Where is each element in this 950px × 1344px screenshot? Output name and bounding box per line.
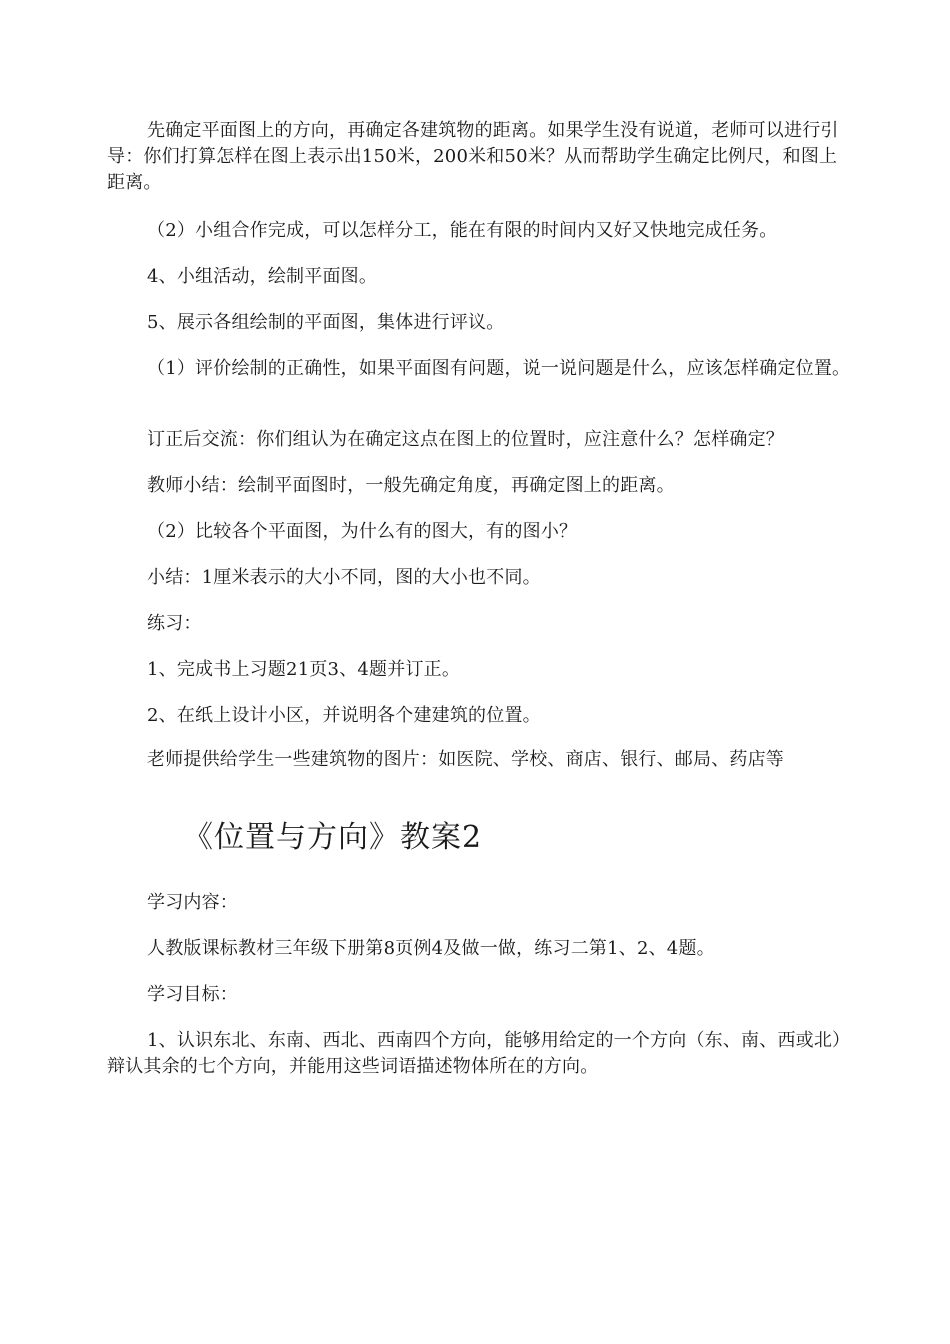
paragraph-pictures: 老师提供给学生一些建筑物的图片：如医院、学校、商店、银行、邮局、药店等 — [147, 749, 784, 770]
paragraph-group-work: （2）小组合作完成，可以怎样分工，能在有限的时间内又好又快地完成任务。 — [147, 220, 778, 241]
paragraph-goals-label: 学习目标： — [147, 984, 238, 1005]
paragraph-content-label: 学习内容： — [147, 892, 238, 913]
paragraph-summary: 小结：1厘米表示的大小不同，图的大小也不同。 — [147, 567, 541, 588]
paragraph-discussion: 订正后交流：你们组认为在确定这点在图上的位置时，应注意什么？怎样确定？ — [147, 429, 784, 450]
paragraph-content: 人教版课标教材三年级下册第8页例4及做一做，练习二第1、2、4题。 — [147, 938, 715, 959]
paragraph-practice-1: 1、完成书上习题21页3、4题并订正。 — [147, 659, 461, 680]
paragraph-step-5: 5、展示各组绘制的平面图，集体进行评议。 — [147, 312, 505, 333]
paragraph-evaluate: （1）评价绘制的正确性，如果平面图有问题，说一说问题是什么，应该怎样确定位置。 — [147, 358, 851, 379]
paragraph-teacher-summary: 教师小结：绘制平面图时，一般先确定角度，再确定图上的距离。 — [147, 475, 675, 496]
paragraph-compare: （2）比较各个平面图，为什么有的图大，有的图小？ — [147, 521, 578, 542]
paragraph-step-4: 4、小组活动，绘制平面图。 — [147, 266, 378, 287]
paragraph-intro: 先确定平面图上的方向，再确定各建筑物的距离。如果学生没有说道，老师可以进行引导：你们打算怎样在图上表示出150米，200米和50米？从而帮助学生确定比例尺，和图上距离。 — [107, 120, 839, 193]
paragraph-practice-title: 练习： — [147, 613, 202, 634]
paragraph-goal-1: 1、认识东北、东南、西北、西南四个方向，能够用给定的一个方向（东、南、西或北）辩认其余的七个方向，并能用这些词语描述物体所在的方向。 — [107, 1030, 851, 1077]
paragraph-practice-2: 2、在纸上设计小区，并说明各个建建筑的位置。 — [147, 705, 541, 726]
section-heading: 《位置与方向》教案2 — [183, 820, 483, 855]
